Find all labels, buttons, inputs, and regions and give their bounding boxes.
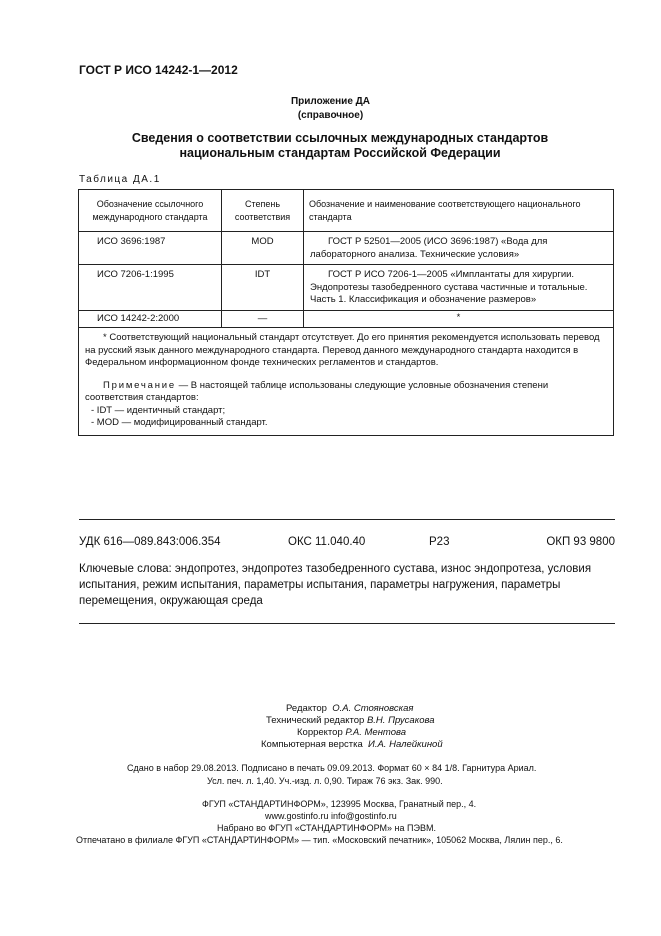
okp-code: ОКП 93 9800 — [546, 536, 615, 548]
publisher-web: www.gostinfo.ru info@gostinfo.ru — [265, 811, 397, 821]
cell-intl: ИСО 3696:1987 — [79, 232, 222, 265]
oks-code: ОКС 11.040.40 — [288, 536, 366, 548]
table-footnote: * Соответствующий национальный стандарт отсутствует. До его принятия рекомендуется использовать перевод на русский язык данного международного стандарта. Перевод данного международного стандарта находится в Федеральном информационном фонде технических регламентов и стандартов. — [85, 332, 600, 368]
publisher-line: ФГУП «СТАНДАРТИНФОРМ», 123995 Москва, Гранатный пер., 4. — [202, 799, 477, 809]
layout-line: Компьютерная верстка И.А. Налейкиной — [261, 739, 443, 750]
table-row — [79, 265, 614, 311]
editor-name: О.А. Стояновская — [332, 703, 414, 714]
note-label: Примечание — [103, 379, 176, 391]
table-notes-row — [79, 328, 614, 436]
cell-intl: ИСО 14242-2:2000 — [79, 310, 222, 328]
tech-editor-name: В.Н. Прусакова — [366, 715, 435, 726]
header-intl-standard: Обозначение ссылочного международного стандарта — [79, 190, 222, 232]
keywords: Ключевые слова: эндопротез, эндопротез тазобедренного сустава, износ эндопротеза, условия испытания, режим испытания, параметры испытания, параметры нагружения, параметры перемещения, окружающая среда — [79, 563, 592, 607]
divider-top — [79, 519, 615, 520]
corrector-line: Корректор Р.А. Ментова — [297, 727, 407, 738]
cell-intl: ИСО 7206-1:1995 — [79, 265, 222, 311]
document-code: ГОСТ Р ИСО 14242-1—2012 — [79, 63, 238, 77]
correspondence-table — [78, 189, 614, 436]
note-item: - MOD — модифицированный стандарт. — [91, 417, 268, 428]
tech-editor-line: Технический редактор В.Н. Прусакова — [266, 715, 435, 726]
table-notes-cell — [79, 328, 614, 436]
header-degree: Степень соответствия — [222, 190, 304, 232]
table-caption: Таблица ДА.1 — [79, 174, 161, 185]
annex-title: Приложение ДА — [290, 96, 371, 107]
annex-heading-line2: национальным стандартам Российской Федерации — [179, 146, 501, 160]
cell-degree: MOD — [222, 232, 304, 265]
print-details-line2: Усл. печ. л. 1,40. Уч.-изд. л. 0,90. Тираж 76 экз. Зак. 990. — [207, 776, 443, 786]
cell-degree: IDT — [222, 265, 304, 311]
annex-heading-line1: Сведения о соответствии ссылочных международных стандартов — [131, 131, 549, 145]
table-row — [79, 310, 614, 328]
typeset-line: Набрано во ФГУП «СТАНДАРТИНФОРМ» на ПЭВМ. — [217, 823, 436, 833]
header-national-standard: Обозначение и наименование соответствующего национального стандарта — [304, 190, 614, 232]
annex-subtitle: (справочное) — [297, 110, 364, 121]
note-text: — В настоящей таблице использованы следующие условные обозначения степени соответствия стандартов: — [85, 379, 549, 403]
category-code: Р23 — [429, 536, 450, 548]
note-item: - IDT — идентичный стандарт; — [91, 404, 226, 416]
cell-national: ГОСТ Р ИСО 7206-1—2005 «Имплантаты для хирургии. Эндопротезы тазобедренного сустава частичные и тотальные. Часть 1. Классификация и обозначение размеров» — [304, 265, 614, 311]
corrector-name: Р.А. Ментова — [345, 727, 407, 738]
print-details-line1: Сдано в набор 29.08.2013. Подписано в печать 09.09.2013. Формат 60 × 84 1/8. Гарнитура Ариал. — [127, 763, 537, 773]
layout-name: И.А. Налейкиной — [368, 739, 443, 750]
table-header-row — [79, 190, 614, 232]
table-row — [79, 232, 614, 265]
editor-line: Редактор О.А. Стояновская — [286, 703, 414, 714]
cell-degree: — — [222, 310, 304, 328]
divider-bottom — [79, 623, 615, 624]
table-note — [85, 380, 603, 405]
cell-national: * — [304, 310, 614, 328]
printed-line: Отпечатано в филиале ФГУП «СТАНДАРТИНФОРМ» — тип. «Московский печатник», 105062 Москва, Лялин пер., 6. — [76, 835, 563, 845]
udk-code: УДК 616—089.843:006.354 — [79, 536, 221, 548]
cell-national: ГОСТ Р 52501—2005 (ИСО 3696:1987) «Вода для лабораторного анализа. Технические условия» — [304, 232, 614, 265]
